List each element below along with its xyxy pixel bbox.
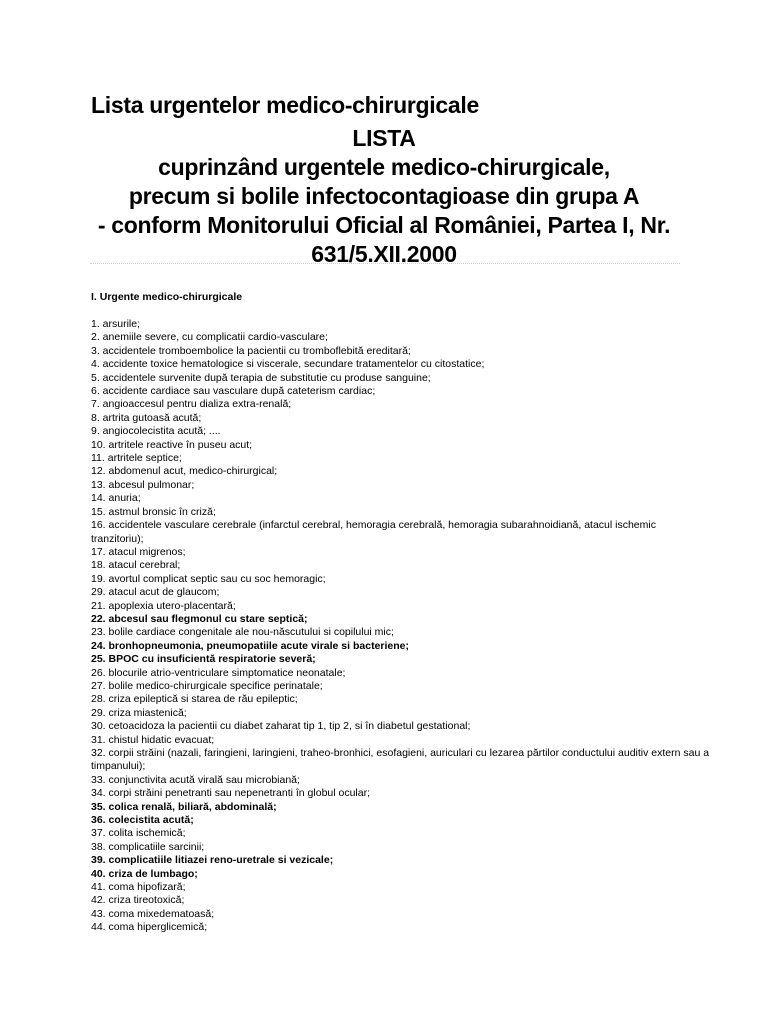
list-item: 10. artritele reactive în puseu acut; <box>91 438 253 451</box>
section-title: I. Urgente medico-chirurgicale <box>91 291 243 303</box>
document-heading <box>80 124 688 269</box>
urgency-list <box>91 318 711 935</box>
list-item: 33. conjunctivita acută virală sau microbiană; <box>91 773 300 786</box>
list-item: 22. abcesul sau flegmonul cu stare septică; <box>91 612 308 625</box>
list-item: 34. corpi străini penetranti sau nepenetranti în globul ocular; <box>91 787 371 800</box>
list-item: 23. bolile cardiace congenitale ale nou-născutului si copilului mic; <box>91 626 394 639</box>
list-item: 14. anuria; <box>91 492 141 505</box>
list-item: 29. criza miastenică; <box>91 706 187 719</box>
list-item: 13. abcesul pulmonar; <box>91 478 195 491</box>
heading-line: - conform Monitorului Oficial al României, Partea I, Nr. <box>97 212 671 238</box>
list-item: 21. apoplexia utero-placentară; <box>91 599 236 612</box>
list-item: 24. bronhopneumonia, pneumopatiile acute virale si bacteriene; <box>91 639 409 652</box>
list-item: 41. coma hipofizară; <box>91 881 186 894</box>
list-item: 26. blocurile atrio-ventriculare simptomatice neonatale; <box>91 666 346 679</box>
list-item: 9. angiocolecistita acută; .... <box>91 425 221 438</box>
list-item: 43. coma mixedematoasă; <box>91 907 215 920</box>
list-item: 44. coma hiperglicemică; <box>91 921 208 934</box>
list-item: 42. criza tireotoxică; <box>91 894 185 907</box>
heading-line: cuprinzând urgentele medico-chirurgicale, <box>158 154 610 180</box>
list-item: 15. astmul bronsic în criză; <box>91 505 216 518</box>
list-item: 6. accidente cardiace sau vasculare după cateterism cardiac; <box>91 385 376 398</box>
list-item: 27. bolile medico-chirurgicale specifice perinatale; <box>91 679 323 692</box>
list-item: 11. artritele septice; <box>91 452 182 465</box>
list-item: 32. corpii străini (nazali, faringieni, laringieni, traheo-bronhici, esofagieni, auriculari cu lezarea părtilor conductului auditiv extern sau a timpanului); <box>91 747 710 773</box>
list-item: 12. abdomenul acut, medico-chirurgical; <box>91 465 278 478</box>
list-item: 17. atacul migrenos; <box>91 545 186 558</box>
list-item: 19. avortul complicat septic sau cu soc hemoragic; <box>91 572 326 585</box>
document-title: Lista urgentelor medico-chirurgicale <box>91 92 479 118</box>
list-item: 28. criza epileptică si starea de rău epileptic; <box>91 693 298 706</box>
divider <box>90 263 680 264</box>
heading-line: precum si bolile infectocontagioase din grupa A <box>128 183 640 209</box>
list-item: 8. artrita gutoasă acută; <box>91 411 202 424</box>
list-item: 16. accidentele vasculare cerebrale (infarctul cerebral, hemoragia cerebrală, hemoragia subarahnoidiană, atacul ischemic tranzitoriu); <box>91 519 656 545</box>
list-item: 3. accidentele tromboembolice la pacientii cu tromboflebită ereditară; <box>91 344 411 357</box>
list-item: 5. accidentele survenite după terapia de substitutie cu produse sanguine; <box>91 371 431 384</box>
list-item: 2. anemiile severe, cu complicatii cardio-vasculare; <box>91 331 328 344</box>
list-item: 31. chistul hidatic evacuat; <box>91 733 215 746</box>
list-item: 39. complicatiile litiazei reno-uretrale si vezicale; <box>91 854 334 867</box>
list-item: 36. colecistita acută; <box>91 814 194 827</box>
list-item: 40. criza de lumbago; <box>91 867 198 880</box>
list-item: 4. accidente toxice hematologice si viscerale, secundare tratamentelor cu citostatice; <box>91 358 485 371</box>
list-item: 7. angioaccesul pentru dializa extra-renală; <box>91 398 292 411</box>
list-item: 37. colita ischemică; <box>91 827 186 840</box>
heading-line: 631/5.XII.2000 <box>311 241 457 267</box>
list-item: 18. atacul cerebral; <box>91 559 181 572</box>
list-item: 30. cetoacidoza la pacientii cu diabet zaharat tip 1, tip 2, si în diabetul gestational; <box>91 720 471 733</box>
list-item: 29. atacul acut de glaucom; <box>91 586 220 599</box>
list-item: 1. arsurile; <box>91 318 141 330</box>
heading-line: LISTA <box>352 125 416 151</box>
list-item: 35. colica renală, biliară, abdominală; <box>91 800 277 813</box>
list-item: 25. BPOC cu insuficientă respiratorie severă; <box>91 653 316 666</box>
list-item: 38. complicatiile sarcinii; <box>91 840 205 853</box>
